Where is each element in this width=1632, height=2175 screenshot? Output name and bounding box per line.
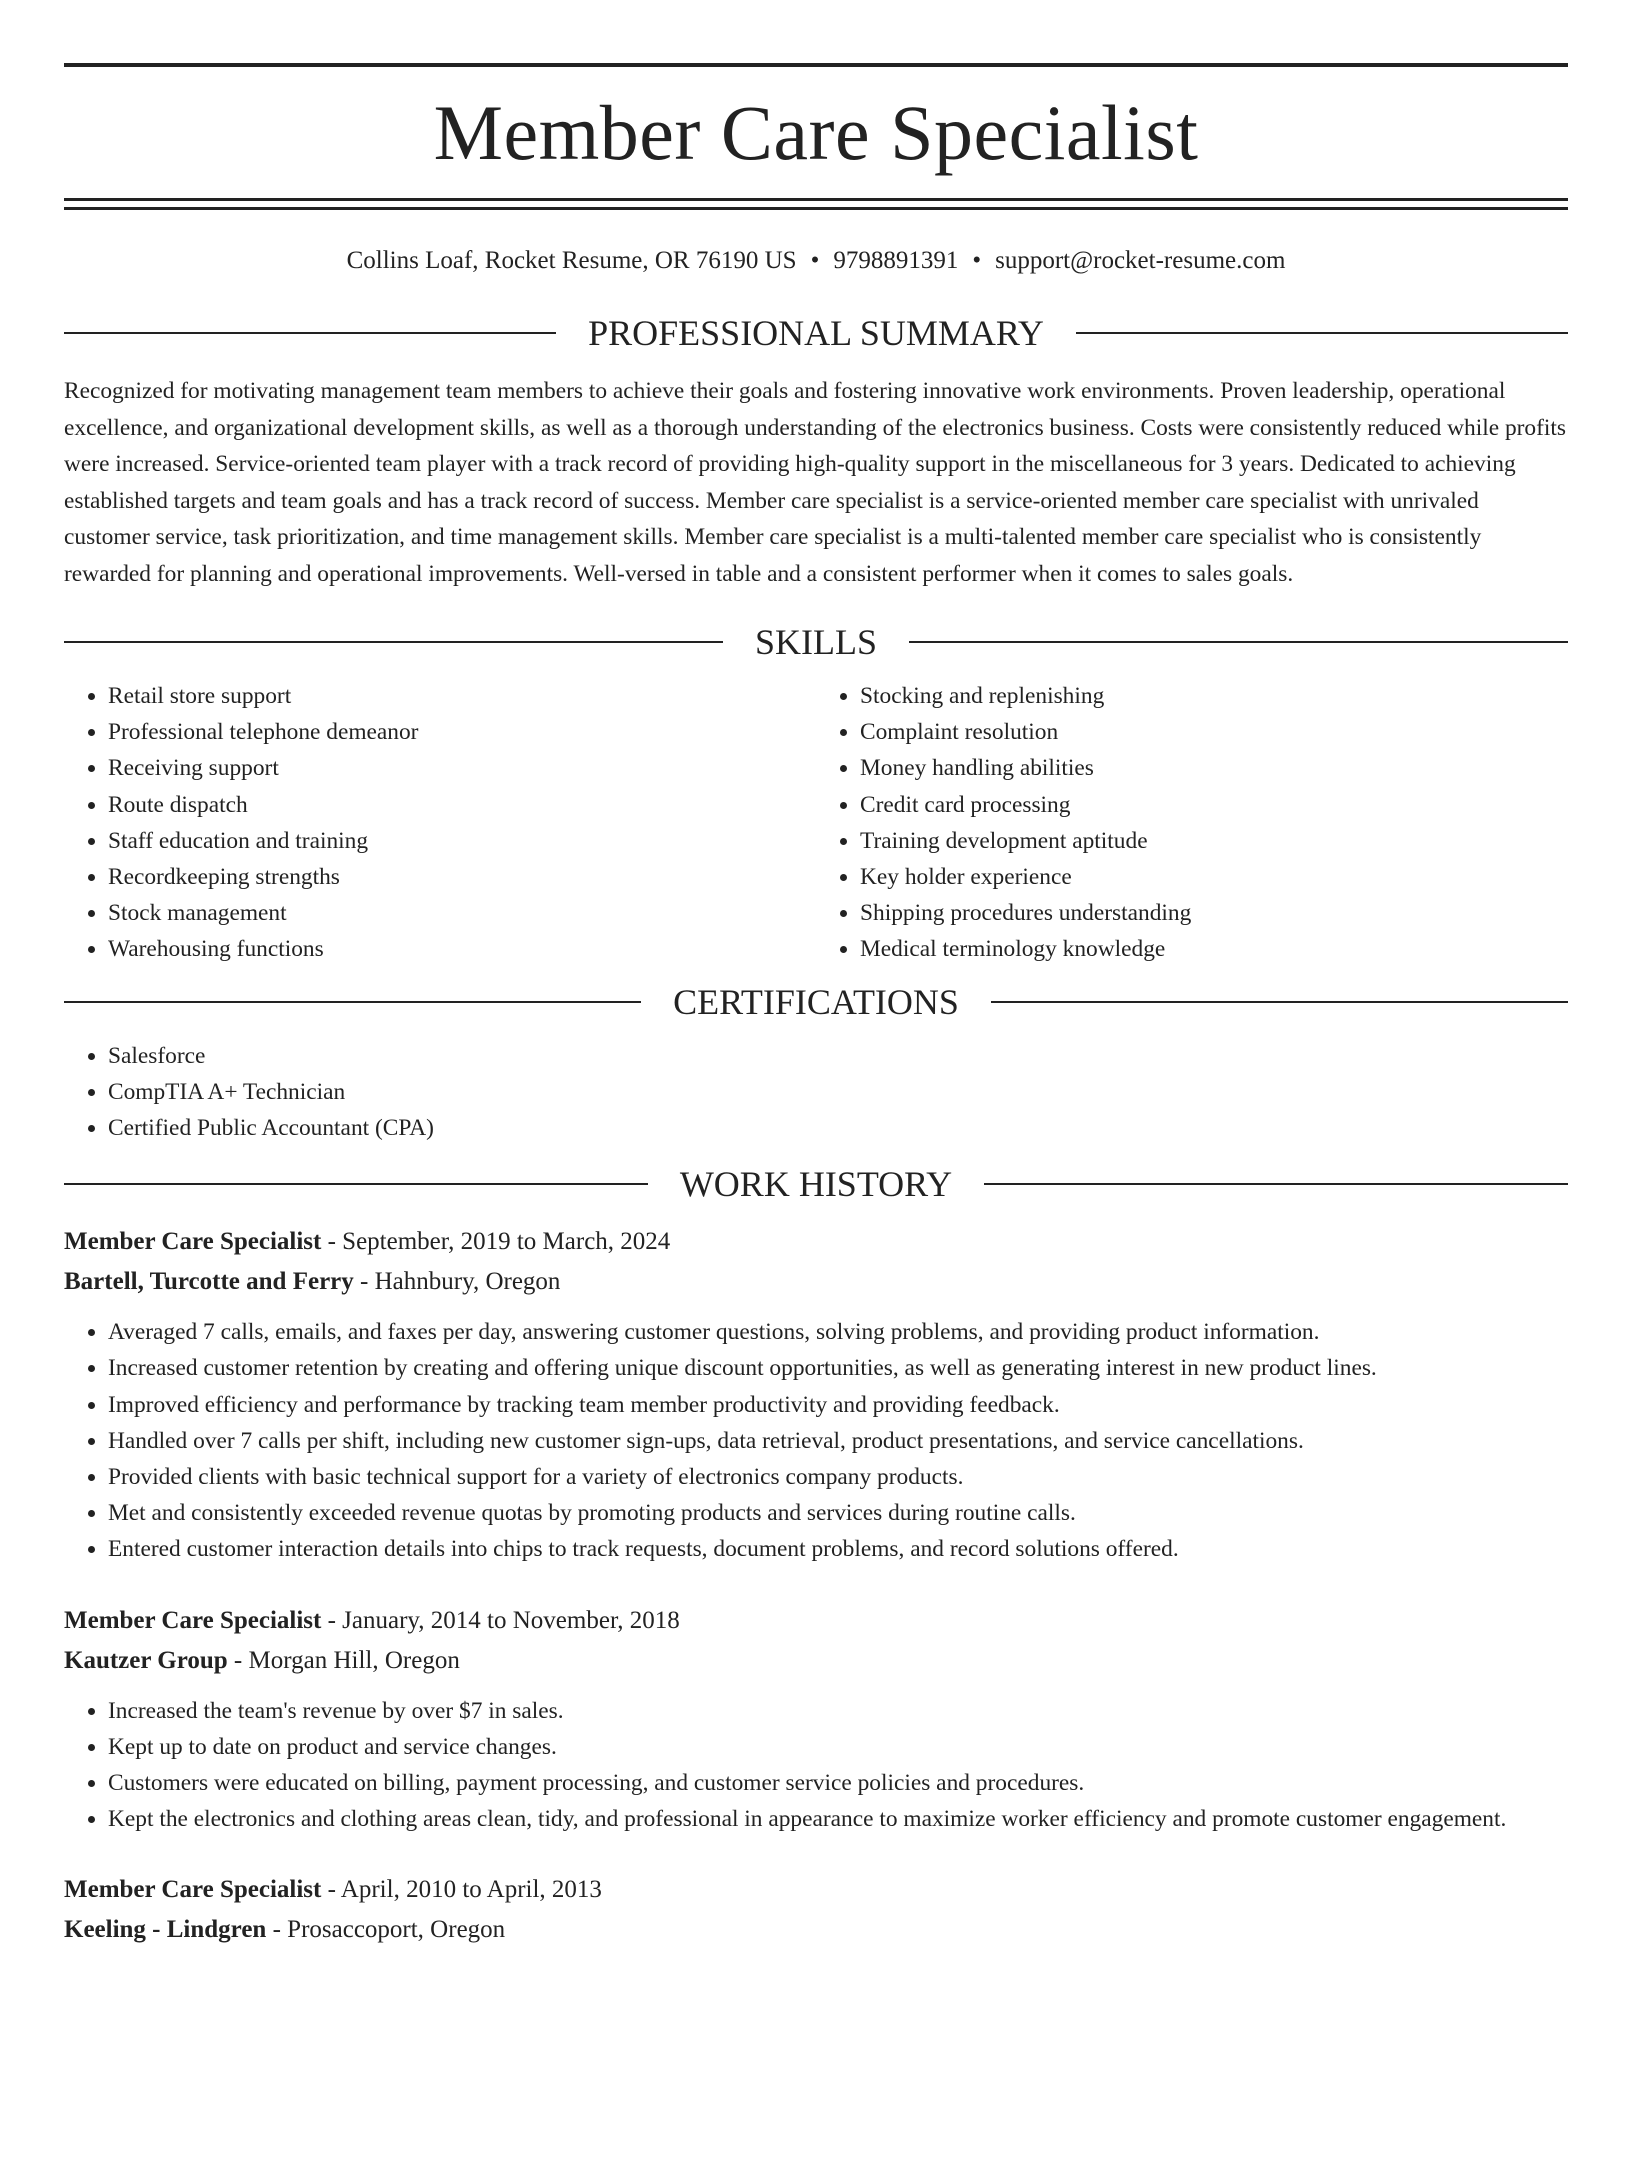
- skill-item: • Warehousing functions: [108, 931, 816, 967]
- heading-rule-left: [64, 641, 723, 643]
- job-title-line: [64, 1601, 1568, 1641]
- contact-separator: •: [972, 247, 982, 274]
- summary-heading: [64, 315, 1568, 351]
- skills-grid: [64, 678, 1568, 968]
- contact-email: support@rocket-resume.com: [995, 247, 1286, 274]
- job-title-line: [64, 1222, 1568, 1262]
- work-history-heading: [64, 1164, 1568, 1205]
- job-bullet: • Customers were educated on billing, payment processing, and customer service policies and procedures.: [108, 1765, 1568, 1801]
- header-rule-1: [64, 198, 1568, 201]
- job-location: - Morgan Hill, Oregon: [227, 1646, 460, 1674]
- skill-item: • Recordkeeping strengths: [108, 859, 816, 895]
- job-company: Bartell, Turcotte and Ferry: [64, 1268, 354, 1296]
- certification-item: • Salesforce: [108, 1038, 1568, 1074]
- skill-item: • Money handling abilities: [860, 750, 1568, 786]
- skills-heading: [64, 624, 1568, 660]
- certification-item: • CompTIA A+ Technician: [108, 1074, 1568, 1110]
- skill-item: • Training development aptitude: [860, 823, 1568, 859]
- heading-rule-left: [64, 1183, 648, 1185]
- job-title: Member Care Specialist: [64, 1606, 322, 1634]
- job-bullet: • Met and consistently exceeded revenue quotas by promoting products and services during routine calls.: [108, 1495, 1568, 1531]
- skill-item: • Retail store support: [108, 678, 816, 714]
- job-bullet: • Kept up to date on product and service changes.: [108, 1729, 1568, 1765]
- job-bullet: • Increased customer retention by creating and offering unique discount opportunities, as well as generating interest in new product lines.: [108, 1350, 1568, 1386]
- skill-item: • Shipping procedures understanding: [860, 895, 1568, 931]
- skills-list-right: [816, 678, 1568, 968]
- job-bullet: • Entered customer interaction details into chips to track requests, document problems, and record solutions offered.: [108, 1531, 1568, 1567]
- job-bullet: • Increased the team's revenue by over $7 in sales.: [108, 1693, 1568, 1729]
- skill-item: • Medical terminology knowledge: [860, 931, 1568, 967]
- job-bullet: • Handled over 7 calls per shift, including new customer sign-ups, data retrieval, product presentations, and service cancellations.: [108, 1423, 1568, 1459]
- heading-rule-left: [64, 332, 556, 334]
- resume-title: Member Care Specialist: [433, 89, 1199, 176]
- heading-rule-right: [909, 641, 1568, 643]
- skill-item: • Receiving support: [108, 750, 816, 786]
- job-bullet: • Averaged 7 calls, emails, and faxes per day, answering customer questions, solving problems, and providing product information.: [108, 1314, 1568, 1350]
- skill-item: • Stock management: [108, 895, 816, 931]
- heading-rule-right: [991, 1001, 1568, 1003]
- job-company-line: [64, 1641, 1568, 1681]
- job-company-line: [64, 1910, 1568, 1950]
- summary-title: PROFESSIONAL SUMMARY: [588, 313, 1044, 353]
- job-entry: [64, 1870, 1568, 1950]
- skill-item: • Complaint resolution: [860, 714, 1568, 750]
- resume-page: [0, 63, 1632, 2175]
- job-location: - Hahnbury, Oregon: [353, 1268, 561, 1296]
- job-title-line: [64, 1870, 1568, 1910]
- work-history-title: WORK HISTORY: [679, 1164, 953, 1205]
- job-bullet: • Provided clients with basic technical support for a variety of electronics company products.: [108, 1459, 1568, 1495]
- job-title: Member Care Specialist: [64, 1876, 322, 1904]
- certifications-heading: [64, 981, 1568, 1022]
- contact-phone: 9798891391: [833, 247, 959, 274]
- job-company-line: [64, 1262, 1568, 1302]
- contact-address: Collins Loaf, Rocket Resume, OR 76190 US: [346, 247, 797, 274]
- job-entry: [64, 1222, 1568, 1567]
- skills-list-left: [64, 678, 816, 968]
- skill-item: • Route dispatch: [108, 787, 816, 823]
- job-company: Keeling - Lindgren: [64, 1916, 267, 1944]
- skill-item: • Professional telephone demeanor: [108, 714, 816, 750]
- heading-rule-right: [984, 1183, 1568, 1185]
- job-dates: - September, 2019 to March, 2024: [321, 1228, 671, 1256]
- contact-separator: •: [810, 247, 820, 274]
- job-dates: - January, 2014 to November, 2018: [321, 1606, 680, 1634]
- contact-line: [64, 248, 1568, 273]
- skills-title: SKILLS: [755, 622, 878, 662]
- skill-item: • Key holder experience: [860, 859, 1568, 895]
- job-bullets: [64, 1314, 1568, 1567]
- header-rule-2: [64, 207, 1568, 210]
- skill-item: • Credit card processing: [860, 787, 1568, 823]
- certifications-list: [64, 1038, 1568, 1147]
- job-bullets: [64, 1693, 1568, 1838]
- summary-text: Recognized for motivating management team members to achieve their goals and fostering innovative work environments. Proven leadership, operational excellence, and organizational development skills, as well as a thorough understanding of the electronics business. Costs were consistently reduced while profits were increased. Service-oriented team player with a track record of providing high-quality support in the miscellaneous for 3 years. Dedicated to achieving established targets and team goals and has a track record of success. Member care specialist is a service-oriented member care specialist with unrivaled customer service, task prioritization, and time management skills. Member care specialist is a multi-talented member care specialist who is consistently rewarded for planning and operational improvements. Well-versed in table and a consistent performer when it comes to sales goals.: [64, 378, 1567, 587]
- skill-item: • Staff education and training: [108, 823, 816, 859]
- job-bullet: • Improved efficiency and performance by tracking team member productivity and providing feedback.: [108, 1387, 1568, 1423]
- certifications-title: CERTIFICATIONS: [673, 981, 959, 1022]
- certification-item: • Certified Public Accountant (CPA): [108, 1110, 1568, 1146]
- job-title: Member Care Specialist: [64, 1228, 322, 1256]
- job-entry: [64, 1601, 1568, 1838]
- job-location: - Prosaccoport, Oregon: [266, 1916, 506, 1944]
- heading-rule-left: [64, 1001, 641, 1003]
- heading-rule-right: [1076, 332, 1568, 334]
- job-bullet: • Kept the electronics and clothing areas clean, tidy, and professional in appearance to maximize worker efficiency and promote customer engagement.: [108, 1801, 1568, 1837]
- job-dates: - April, 2010 to April, 2013: [321, 1876, 602, 1904]
- skill-item: • Stocking and replenishing: [860, 678, 1568, 714]
- job-company: Kautzer Group: [64, 1646, 228, 1674]
